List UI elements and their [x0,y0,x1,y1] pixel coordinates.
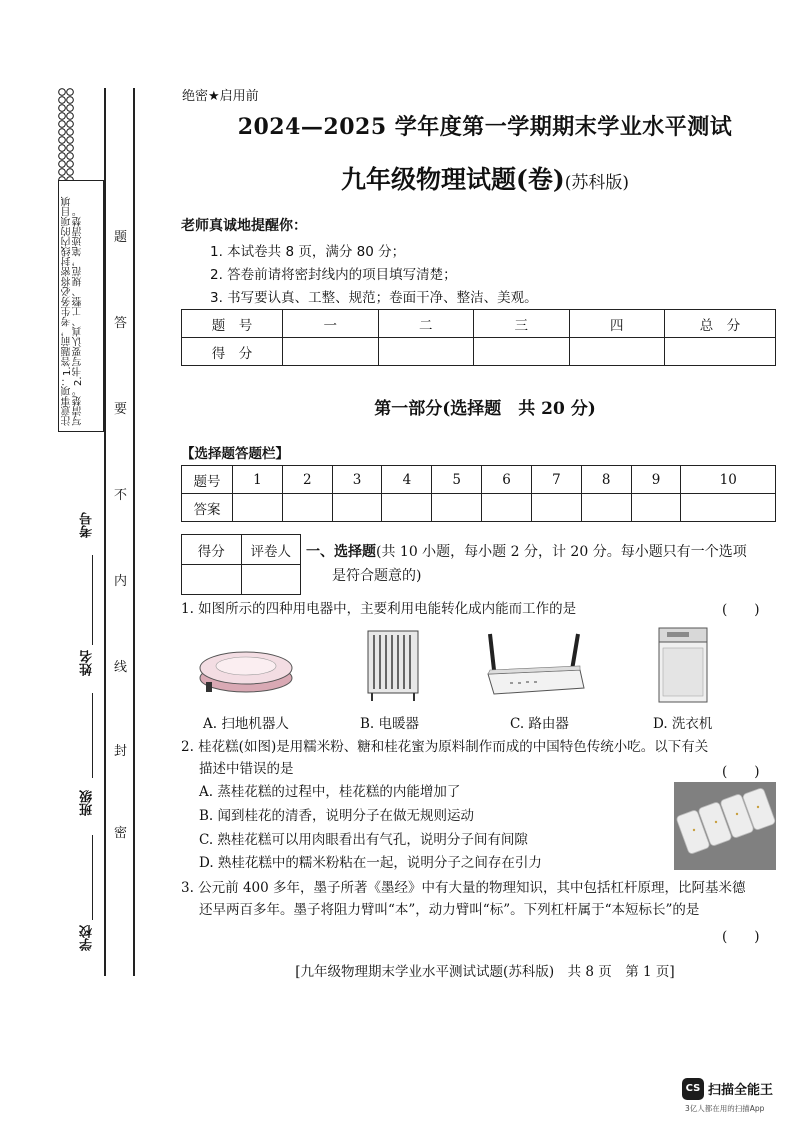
section-heading [306,540,776,588]
seal-char: 线 [114,660,128,675]
score-header: 三 [474,310,570,338]
score-header: 题 号 [182,310,283,338]
answer-number: 2 [282,466,332,494]
electric-heater-image [364,625,424,705]
camscanner-logo-icon: CS [682,1078,704,1100]
reminder-item: 1. 本试卷共 8 页，满分 80 分； [210,244,406,260]
seal-char: 不 [114,488,128,503]
answer-number: 8 [581,466,631,494]
answer-label: 答案 [182,494,233,522]
q2-option-a: A. 蒸桂花糕的过程中，桂花糕的内能增加了 [199,784,461,800]
q2-option-b: B. 闻到桂花的清香，说明分子在做无规则运动 [199,808,475,824]
score-row-label: 得 分 [182,338,283,366]
section-desc2: 是符合题意的) [332,568,422,584]
answer-number: 1 [233,466,283,494]
q1-option-d: D. 洗衣机 [653,716,713,732]
section-title: 一、选择题 [306,544,376,560]
part1-title: 第一部分(选择题 共 20 分) [374,399,596,419]
answer-number: 4 [382,466,432,494]
robot-vacuum-image [196,632,296,702]
q3-stem-line1: 3. 公元前 400 多年，墨子所著《墨经》中有大量的物理知识，其中包括杠杆原理，比阿基米德 [181,880,746,896]
answer-number: 9 [631,466,681,494]
score-header: 总 分 [665,310,776,338]
binding-perforation [58,88,74,180]
answer-number: 3 [332,466,382,494]
seal-line-right [133,88,135,976]
q2-answer-paren[interactable]: ( ) [722,764,760,780]
seal-line-left [104,88,106,976]
answer-number: 5 [432,466,482,494]
answer-cell[interactable] [282,494,332,522]
grader-table [181,534,301,595]
grader-name-cell[interactable] [241,565,301,595]
field-school: 学校 [80,925,95,951]
q3-stem-line2: 还早两百多年。墨子将阻力臂叫“本”，动力臂叫“标”。下列杠杆属于“本短标长”的是 [199,902,700,918]
seal-char: 答 [114,316,128,331]
q3-answer-paren[interactable]: ( ) [722,929,760,945]
section-desc: (共 10 小题，每小题 2 分，计 20 分。每小题只有一个选项 [376,544,747,560]
exam-title: 2024—2025 学年度第一学期期末学业水平测试 [237,114,733,140]
answer-number: 10 [681,466,776,494]
answer-cell[interactable] [681,494,776,522]
q2-stem-line2: 描述中错误的是 [199,761,294,777]
washing-machine-image [653,624,713,706]
answer-cell[interactable] [233,494,283,522]
score-cell[interactable] [378,338,474,366]
q1-stem: 1. 如图所示的四种用电器中，主要利用电能转化成内能而工作的是 [181,601,577,617]
notice-text: 注意事项：1.答题前，考生务必将密封线内的项目填写清楚。2.书写要认真、工整、规范，笔迹清楚。 [62,196,84,426]
reminder-item: 2. 答卷前请将密封线内的项目填写清楚； [210,267,457,283]
camscanner-slogan: 3亿人都在用的扫描App [685,1104,765,1113]
score-cell[interactable] [283,338,379,366]
field-exam-number: 考号 [80,512,95,538]
page-footer: [九年级物理期末学业水平测试试题(苏科版) 共 8 页 第 1 页] [295,964,675,980]
answer-cell[interactable] [432,494,482,522]
q2-option-c: C. 熟桂花糕可以用肉眼看出有气孔，说明分子间有间隙 [199,832,528,848]
camscanner-name: 扫描全能王 [708,1083,774,1098]
score-table [181,309,776,366]
paper-title-text: 九年级物理试题(卷) [341,165,565,194]
answer-cell[interactable] [581,494,631,522]
seal-char: 封 [114,744,128,759]
field-name: 姓名 [80,650,95,676]
reminder-item: 3. 书写要认真、工整、规范；卷面干净、整洁、美观。 [210,290,538,306]
osmanthus-cake-image [674,782,776,870]
q1-option-c: C. 路由器 [510,716,569,732]
reminder-heading: 老师真诚地提醒你： [181,218,307,234]
answer-row-label: 题号 [182,466,233,494]
grader-name-label: 评卷人 [241,535,301,565]
q1-answer-paren[interactable]: ( ) [722,602,760,618]
grader-score-label: 得分 [182,535,242,565]
score-cell[interactable] [569,338,665,366]
seal-char: 密 [114,826,128,841]
q2-option-d: D. 熟桂花糕中的糯米粉粘在一起，说明分子之间存在引力 [199,855,542,871]
answer-cell[interactable] [332,494,382,522]
edition-label: (苏科版) [564,173,629,193]
router-image [480,630,590,700]
score-cell[interactable] [665,338,776,366]
answer-cell[interactable] [482,494,532,522]
answer-caption: 【选择题答题栏】 [181,446,289,462]
field-class: 班级 [80,790,95,816]
field-line [92,835,93,920]
paper-title [180,160,790,196]
answer-number: 6 [482,466,532,494]
score-cell[interactable] [474,338,570,366]
field-line [92,693,93,778]
answer-cell[interactable] [531,494,581,522]
answer-cell[interactable] [631,494,681,522]
field-line [92,555,93,645]
seal-char: 要 [114,402,128,417]
secret-mark: 绝密★启用前 [182,89,259,104]
q2-stem-line1: 2. 桂花糕(如图)是用糯米粉、糖和桂花蜜为原料制作而成的中国特色传统小吃。以下有关 [181,739,709,755]
answer-cell[interactable] [382,494,432,522]
grader-score-cell[interactable] [182,565,242,595]
q1-option-a: A. 扫地机器人 [203,716,289,732]
seal-char: 内 [114,574,128,589]
q1-option-b: B. 电暖器 [360,716,420,732]
answer-number: 7 [531,466,581,494]
score-header: 四 [569,310,665,338]
score-header: 一 [283,310,379,338]
answer-table [181,465,776,522]
seal-char: 题 [114,230,128,245]
score-header: 二 [378,310,474,338]
